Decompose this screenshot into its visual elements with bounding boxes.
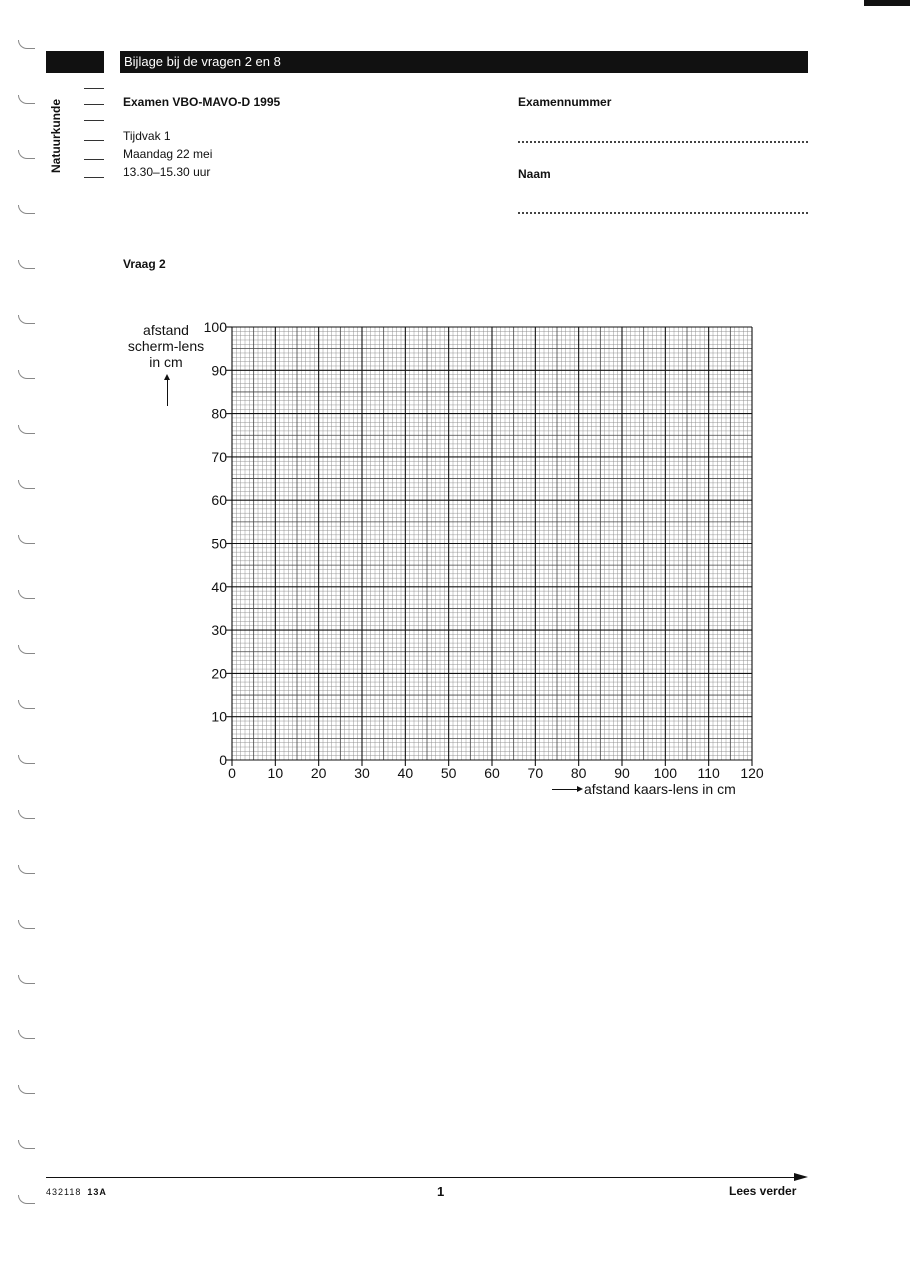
footer-code xyxy=(46,1187,107,1197)
y-tick-label: 60 xyxy=(211,492,227,509)
x-tick-label: 100 xyxy=(653,765,678,781)
exam-period: Tijdvak 1 xyxy=(123,129,171,143)
x-tick-label: 0 xyxy=(228,765,236,781)
binder-mark xyxy=(18,865,35,874)
y-tick-label: 40 xyxy=(211,578,227,595)
x-tick-label: 10 xyxy=(267,765,284,781)
footer-arrow-icon xyxy=(794,1173,808,1181)
x-tick-label: 110 xyxy=(697,765,720,781)
y-tick-label: 50 xyxy=(211,535,227,552)
page-number: 1 xyxy=(437,1184,445,1199)
binder-mark xyxy=(18,975,35,984)
y-tick-label: 0 xyxy=(219,752,227,768)
exam-date: Maandag 22 mei xyxy=(123,147,213,161)
x-tick-label: 30 xyxy=(354,765,370,781)
appendix-banner: Bijlage bij de vragen 2 en 8 xyxy=(120,51,808,73)
x-tick-label: 50 xyxy=(440,765,457,781)
binder-mark xyxy=(18,1140,35,1149)
x-axis-title-text: afstand kaars-lens in cm xyxy=(584,781,736,797)
footer-code-suffix: 13A xyxy=(87,1187,107,1197)
binder-mark xyxy=(18,810,35,819)
x-tick-label: 90 xyxy=(614,765,630,781)
exam-number-label: Examennummer xyxy=(518,95,612,109)
x-tick-label: 40 xyxy=(397,765,414,781)
exam-time: 13.30–15.30 uur xyxy=(123,165,211,179)
footer-code-number: 432118 xyxy=(46,1187,82,1197)
exam-title: Examen VBO-MAVO-D 1995 xyxy=(123,95,281,109)
binder-mark xyxy=(18,920,35,929)
binder-mark xyxy=(18,1195,35,1204)
x-tick-label: 80 xyxy=(570,765,587,781)
continue-note: Lees verder xyxy=(729,1184,797,1198)
x-tick-label: 120 xyxy=(740,765,764,781)
axis-ticks xyxy=(226,327,752,766)
y-tick-label: 100 xyxy=(203,319,227,335)
y-tick-label: 20 xyxy=(211,665,227,682)
x-axis-arrow-icon xyxy=(552,789,578,790)
name-label: Naam xyxy=(518,167,551,181)
y-tick-label: 80 xyxy=(211,405,227,422)
y-axis-title-line: scherm-lens xyxy=(127,338,205,354)
x-axis-title xyxy=(552,781,736,797)
x-tick-label: 60 xyxy=(484,765,500,781)
y-tick-labels xyxy=(204,319,228,768)
binder-mark xyxy=(18,1085,35,1094)
y-tick-label: 10 xyxy=(211,708,227,725)
binder-mark xyxy=(18,1030,35,1039)
y-axis-title-line: afstand xyxy=(143,322,189,338)
y-tick-label: 30 xyxy=(211,622,227,639)
question-label: Vraag 2 xyxy=(123,257,166,271)
y-tick-label: 90 xyxy=(211,362,227,379)
x-tick-label: 70 xyxy=(527,765,544,781)
subject-label: Natuurkunde xyxy=(49,98,63,173)
x-tick-labels xyxy=(228,765,764,781)
x-tick-label: 20 xyxy=(310,765,327,781)
footer-rule xyxy=(46,1177,802,1178)
y-axis-title-line: in cm xyxy=(149,354,183,370)
y-tick-label: 70 xyxy=(211,448,227,465)
